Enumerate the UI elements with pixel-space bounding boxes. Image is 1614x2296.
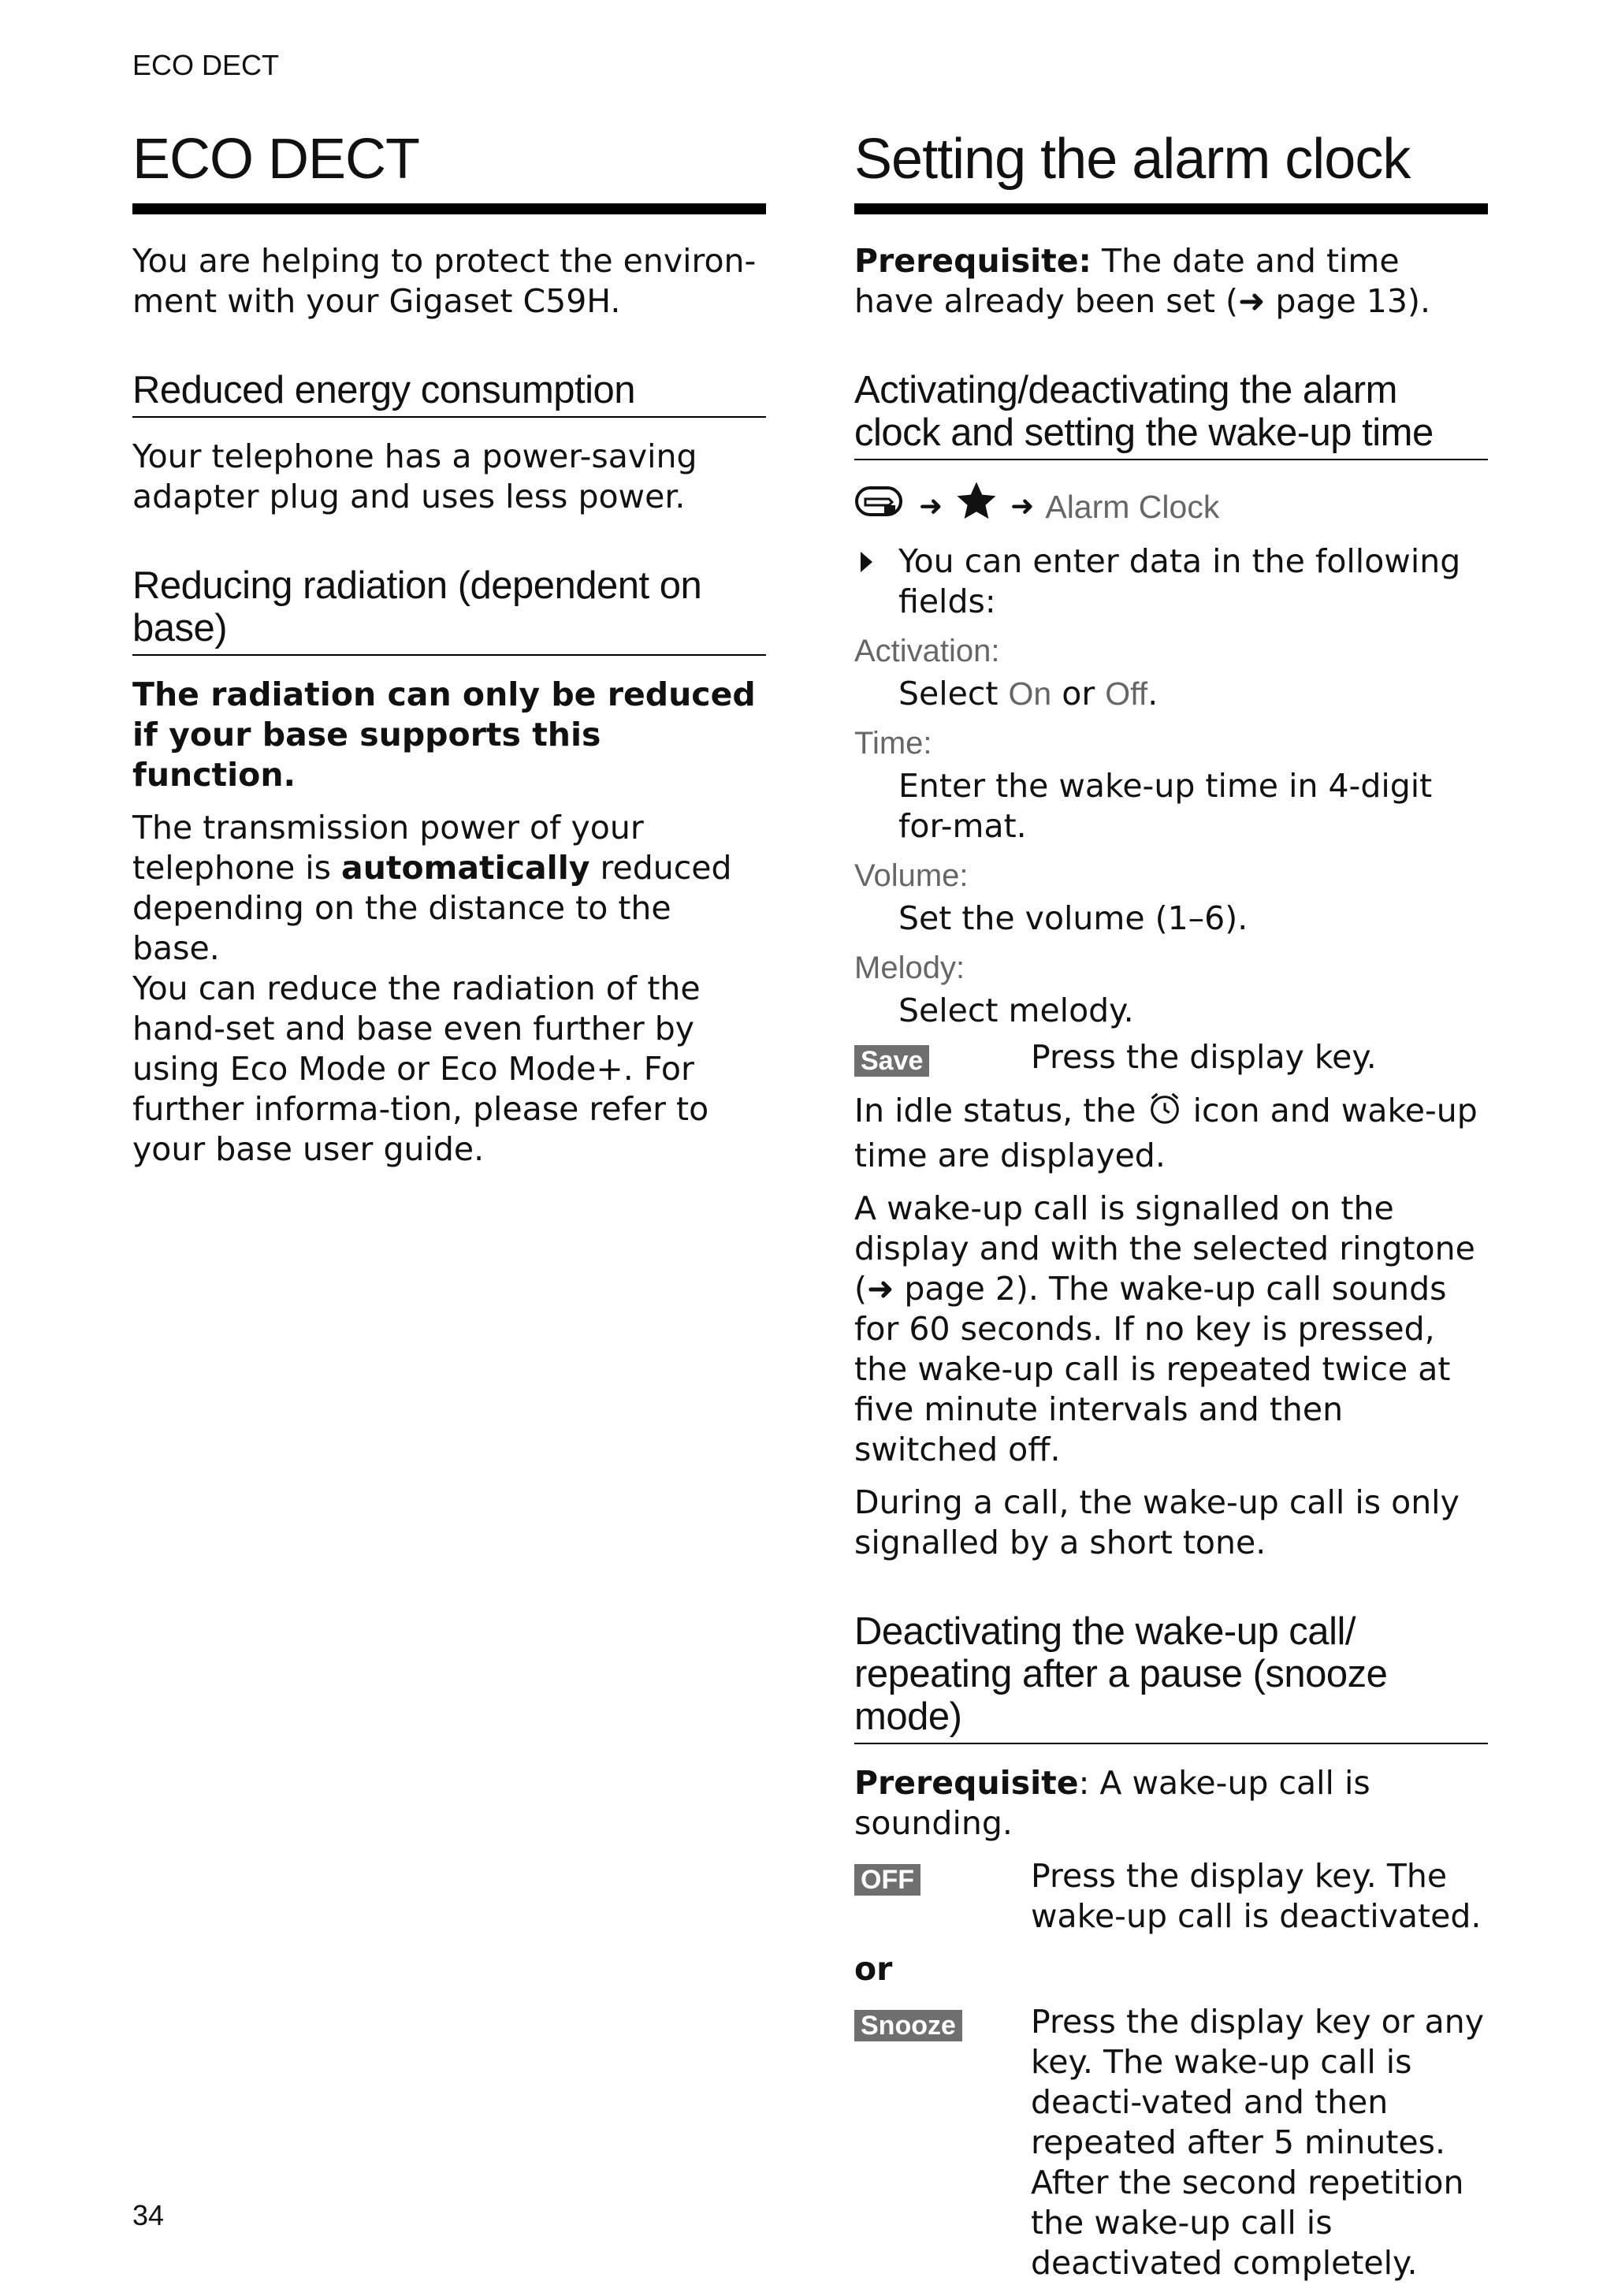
arrow-icon: ➜ [1237,282,1266,320]
radiation-note: The radiation can only be reduced if your base supports this function. [132,675,756,794]
arrow-icon: ➜ [1010,489,1035,523]
off-key-row [854,1856,1488,1937]
during-call-text: During a call, the wake-up call is only signalled by a short tone. [854,1483,1460,1561]
option-on: On [1008,675,1052,712]
eco-intro: You are helping to protect the environ-ment with your Gigaset C59H. [132,242,757,320]
field-text-time: Enter the wake-up time in 4-digit for-mat. [898,767,1433,845]
snooze-prereq-label: Prerequisite [854,1764,1079,1802]
idle-text-b: icon and wake-up time are displayed. [854,1092,1478,1174]
snooze-prerequisite [854,1763,1488,1844]
save-key-row [854,1037,1488,1077]
idle-status-text [854,1090,1488,1176]
page-title-eco-dect: ECO DECT [132,126,766,214]
radiation-text-bold: automatically [341,849,590,887]
off-softkey[interactable]: OFF [854,1864,920,1896]
save-key-description: Press the display key. [1031,1038,1377,1076]
off-key-description: Press the display key. The wake-up call is deactivated. [1031,1857,1482,1935]
radiation-text-b: reduced depending on the distance to the base. [132,849,732,967]
prereq-label: Prerequisite: [854,242,1091,280]
star-icon [954,479,999,534]
wake-text-b: page 2). The wake-up call sounds for 60 seconds. If no key is pressed, the wake-up call is repeated twice at five minute intervals and then switched off. [854,1270,1451,1468]
radiation-paragraph-1 [132,808,766,969]
heading-reduced-energy: Reduced energy consumption [132,369,766,418]
activation-text-end: . [1147,675,1158,713]
menu-key-icon [854,483,908,530]
right-column [854,126,1488,2296]
fields-bullet [854,541,1488,622]
wake-up-call-text [854,1189,1488,1470]
prereq-text-a: The date and time have already been set ( [854,242,1400,320]
reduced-energy-text: Your telephone has a power-saving adapter plug and uses less power. [132,437,697,515]
left-column [132,126,766,1182]
wake-text-a: A wake-up call is signalled on the display and with the selected ringtone ( [854,1189,1475,1308]
alarm-clock-icon [1147,1090,1183,1136]
save-softkey[interactable]: Save [854,1045,929,1077]
snooze-key-description: Press the display key or any key. The wake-up call is deacti-vated and then repeated after 5 minutes. After the second repetition the wake-up call is deactivated completely. [1031,2003,1485,2282]
idle-text-a: In idle status, the [854,1092,1147,1129]
field-text-melody: Select melody. [898,992,1134,1029]
option-off: Off [1105,675,1148,712]
field-text-volume: Set the volume (1–6). [898,899,1248,937]
radiation-text-a: The transmission power of your telephone is [132,809,644,887]
snooze-prereq-text: : A wake-up call is sounding. [854,1764,1370,1842]
running-head: ECO DECT [132,49,280,81]
heading-reducing-radiation: Reducing radiation (dependent on base) [132,564,766,656]
activation-text-mid: or [1051,675,1106,713]
page-number: 34 [132,2199,165,2231]
or-separator: or [854,1950,893,1988]
field-label-time: Time: [854,726,932,761]
arrow-icon: ➜ [919,489,943,523]
bullet-triangle-icon [854,541,898,622]
menu-item-alarm-clock: Alarm Clock [1045,488,1220,525]
field-label-activation: Activation: [854,634,1000,668]
heading-activating-alarm: Activating/deactivating the alarm clock and setting the wake-up time [854,369,1488,460]
page-title-alarm-clock: Setting the alarm clock [854,126,1488,214]
radiation-paragraph-2: You can reduce the radiation of the hand-set and base even further by using Eco Mode or Eco Mode+. For further informa-tion, please refer to your base user guide. [132,969,709,1168]
activation-text-a: Select [898,675,1009,713]
snooze-softkey[interactable]: Snooze [854,2010,962,2041]
field-text-activation [854,674,1488,714]
alarm-prerequisite [854,241,1488,322]
prereq-text-b: page 13). [1265,282,1430,320]
fields-bullet-text: You can enter data in the following fields: [898,542,1461,620]
field-label-volume: Volume: [854,858,969,893]
arrow-icon: ➜ [867,1270,894,1308]
snooze-key-row [854,2002,1488,2283]
field-label-melody: Melody: [854,951,965,985]
menu-path [854,479,1488,534]
heading-deactivating-wake-up: Deactivating the wake-up call/ repeating after a pause (snooze mode) [854,1610,1488,1744]
